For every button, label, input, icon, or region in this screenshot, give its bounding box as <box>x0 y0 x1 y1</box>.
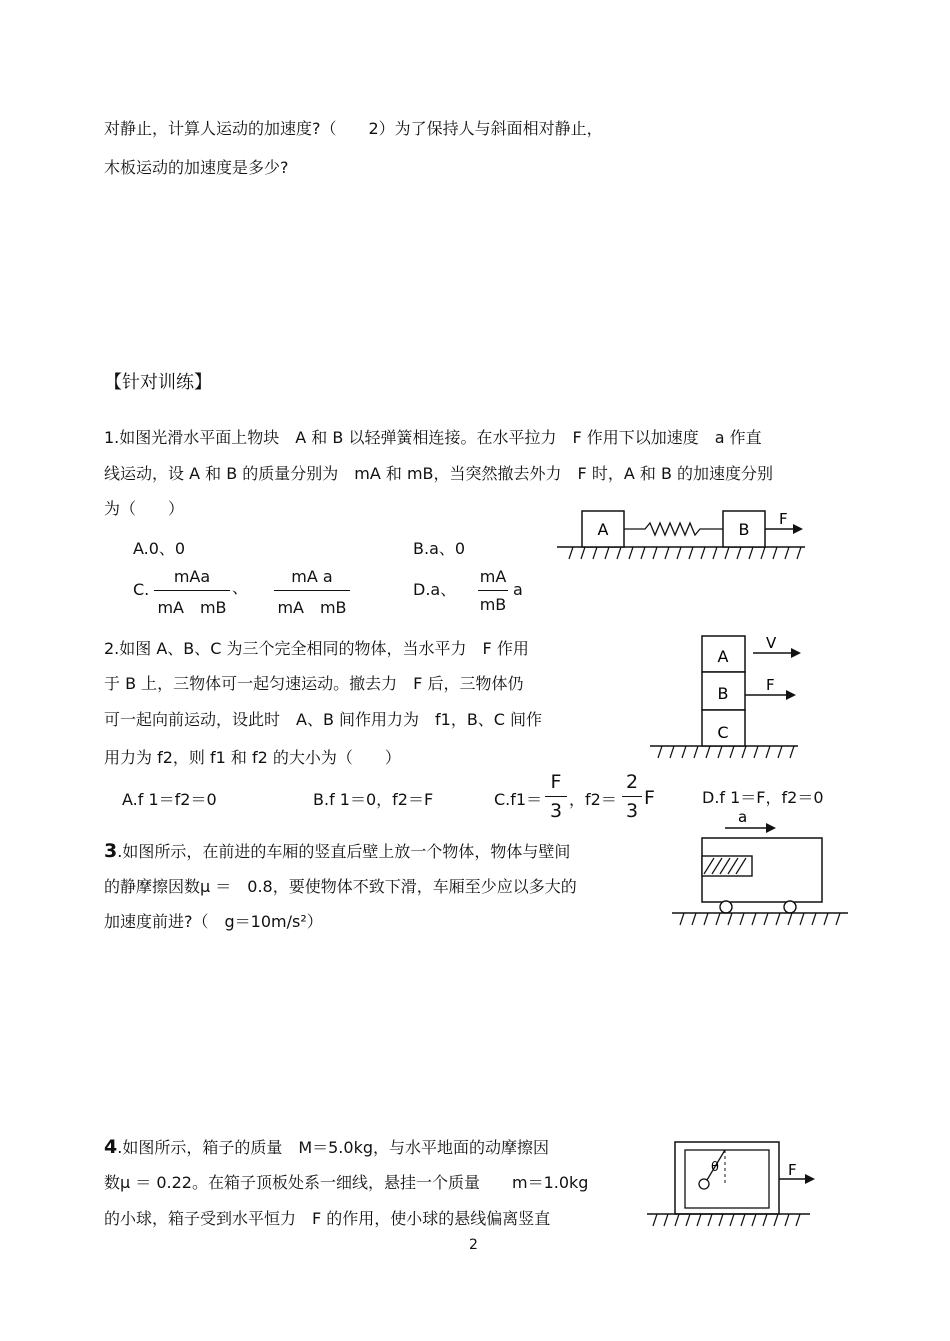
fraction-numerator: mA a <box>291 567 333 586</box>
block-b-label: B <box>717 684 729 703</box>
q2-option-c-fraction-2 <box>622 771 642 822</box>
fraction-numerator: mA <box>479 567 507 586</box>
q1-figure <box>555 505 815 565</box>
ground-hatch <box>797 547 801 559</box>
angle-label: θ <box>711 1160 719 1175</box>
ground-hatch <box>800 913 804 925</box>
q2-line-4: 用力为 f2，则 f1 和 f2 的大小为（ ） <box>104 748 401 767</box>
q2-option-c-prefix: C.f1＝ <box>494 790 543 809</box>
ground-hatch <box>774 1214 778 1226</box>
ground-hatch <box>617 547 621 559</box>
fraction-denominator: mB <box>479 595 507 614</box>
ground-hatch <box>812 913 816 925</box>
q1-option-c-fraction-2 <box>274 567 350 618</box>
q2-option-c-fraction-1 <box>545 771 567 822</box>
q1-line-1: 1.如图光滑水平面上物块 A 和 B 以轻弹簧相连接。在水平拉力 F 作用下以加速度 a 作直 <box>104 428 762 447</box>
q1-option-c-separator: 、 <box>232 578 249 597</box>
ground-hatch <box>778 746 782 758</box>
ground-hatch <box>581 547 585 559</box>
velocity-label: V <box>766 634 777 652</box>
ground-hatch <box>670 746 674 758</box>
ground-hatch <box>725 547 729 559</box>
ground-hatch <box>629 547 633 559</box>
ground-hatch <box>764 913 768 925</box>
q2-option-a: A.f 1＝f2＝0 <box>122 790 217 809</box>
ground-hatch <box>728 913 732 925</box>
q2-line-2: 于 B 上，三物体可一起匀速运动。撤去力 F 后，三物体仍 <box>104 674 524 693</box>
q3-line-1: 3.如图所示，在前进的车厢的竖直后壁上放一个物体，物体与壁间 <box>104 840 571 862</box>
fraction-denominator: mA mB <box>277 598 347 617</box>
wheel-right <box>784 901 796 913</box>
spring <box>624 523 723 535</box>
ground-hatch <box>719 1214 723 1226</box>
ground-hatch <box>824 913 828 925</box>
q1-option-d-fraction <box>478 567 508 614</box>
fraction-denominator: 3 <box>625 800 639 822</box>
ground-hatch <box>664 1214 668 1226</box>
q3-line-2: 的静摩擦因数μ ＝ 0.8，要使物体不致下滑，车厢至少应以多大的 <box>104 877 577 896</box>
q2-option-c-mid: ，f2＝ <box>569 790 617 809</box>
ground-hatch <box>704 913 708 925</box>
block-b-label: B <box>738 520 750 539</box>
ground-hatch <box>785 547 789 559</box>
q2-figure <box>648 630 808 765</box>
intro-line-2: 木板运动的加速度是多少? <box>104 158 289 177</box>
fraction-denominator: 3 <box>549 800 563 822</box>
ground-hatch <box>658 746 662 758</box>
q1-option-b: B.a、0 <box>413 539 466 558</box>
q2-option-b: B.f 1＝0，f2＝F <box>313 790 434 809</box>
ground-hatch <box>706 746 710 758</box>
ground-hatch <box>766 746 770 758</box>
fraction-numerator: F <box>550 771 562 793</box>
ground-hatch <box>773 547 777 559</box>
block-a-label: A <box>717 647 729 666</box>
ground-hatch <box>641 547 645 559</box>
ground-hatch <box>593 547 597 559</box>
ground-hatch <box>694 746 698 758</box>
ground-hatch <box>680 913 684 925</box>
q4-line-1: 4.如图所示，箱子的质量 M＝5.0kg，与水平地面的动摩擦因 <box>104 1136 549 1158</box>
q1-line-2: 线运动，设 A 和 B 的质量分别为 mA 和 mB，当突然撤去外力 F 时，A 和 B 的加速度分别 <box>104 464 774 483</box>
block-c-label: C <box>717 723 729 742</box>
fraction-numerator: mAa <box>173 567 211 586</box>
q3-line-1-text: .如图所示，在前进的车厢的竖直后壁上放一个物体，物体与壁间 <box>117 842 571 861</box>
ground-hatch <box>701 547 705 559</box>
ground-hatch <box>697 1214 701 1226</box>
q2-line-1: 2.如图 A、B、C 为三个完全相同的物体，当水平力 F 作用 <box>104 639 529 658</box>
ground-hatch <box>836 913 840 925</box>
fraction-numerator: 2 <box>625 771 639 793</box>
block-a-label: A <box>597 520 609 539</box>
ground-hatch <box>716 913 720 925</box>
q1-option-c-fraction-1 <box>154 567 230 618</box>
ground-hatch <box>796 1214 800 1226</box>
q1-option-a: A.0、0 <box>133 539 186 558</box>
force-label: F <box>779 510 788 528</box>
fraction-denominator: mA mB <box>157 598 227 617</box>
force-label: F <box>766 676 775 694</box>
ground-hatch <box>785 1214 789 1226</box>
ground-hatch <box>653 1214 657 1226</box>
ground-hatch <box>754 746 758 758</box>
ground-hatch <box>790 746 794 758</box>
ground-hatch <box>686 1214 690 1226</box>
q2-option-d: D.f 1＝F，f2＝0 <box>702 788 824 807</box>
ground-hatch <box>730 1214 734 1226</box>
ground-hatch <box>713 547 717 559</box>
ground-hatch <box>689 547 693 559</box>
ground-hatch <box>730 746 734 758</box>
q2-line-3: 可一起向前运动，设此时 A、B 间作用力为 f1，B、C 间作 <box>104 710 543 729</box>
q4-line-1-text: .如图所示，箱子的质量 M＝5.0kg，与水平地面的动摩擦因 <box>117 1138 549 1157</box>
ball <box>699 1179 709 1189</box>
ground-hatch <box>737 547 741 559</box>
ground-hatch <box>569 547 573 559</box>
q4-line-2: 数μ ＝ 0.22。在箱子顶板处系一细线，悬挂一个质量 m＝1.0kg <box>104 1173 589 1192</box>
ground-hatch <box>749 547 753 559</box>
ground-hatch <box>788 913 792 925</box>
wheel-left <box>720 901 732 913</box>
force-label: F <box>788 1161 797 1179</box>
box-inner <box>685 1150 769 1208</box>
ground-hatch <box>665 547 669 559</box>
ground-hatch <box>675 1214 679 1226</box>
q1-line-3: 为（ ） <box>104 499 185 518</box>
q1-option-d-prefix: D.a、 <box>413 580 457 599</box>
ground-hatch <box>776 913 780 925</box>
ground-hatch <box>692 913 696 925</box>
ground-hatch <box>718 746 722 758</box>
page-number: 2 <box>469 1237 478 1253</box>
ground-hatch <box>742 746 746 758</box>
q2-option-c-suffix: F <box>644 787 655 809</box>
section-title: 【针对训练】 <box>104 372 212 393</box>
ground-hatch <box>605 547 609 559</box>
ground-hatch <box>761 547 765 559</box>
ground-hatch <box>677 547 681 559</box>
ground-hatch <box>752 913 756 925</box>
ground-hatch <box>653 547 657 559</box>
q1-option-c-prefix: C. <box>133 580 150 599</box>
ground-hatch <box>763 1214 767 1226</box>
q3-line-3: 加速度前进?（ g＝10m/s²） <box>104 912 323 931</box>
q1-option-d-suffix: a <box>513 580 523 599</box>
accel-label: a <box>738 808 748 826</box>
q4-line-3: 的小球，箱子受到水平恒力 F 的作用，使小球的悬线偏离竖直 <box>104 1209 551 1228</box>
q4-figure <box>645 1138 820 1238</box>
ground-hatch <box>708 1214 712 1226</box>
intro-line-1: 对静止，计算人运动的加速度?（ 2）为了保持人与斜面相对静止， <box>104 119 603 138</box>
ground-hatch <box>682 746 686 758</box>
ground-hatch <box>741 1214 745 1226</box>
ground-hatch <box>740 913 744 925</box>
q3-figure <box>670 808 855 928</box>
ground-hatch <box>752 1214 756 1226</box>
